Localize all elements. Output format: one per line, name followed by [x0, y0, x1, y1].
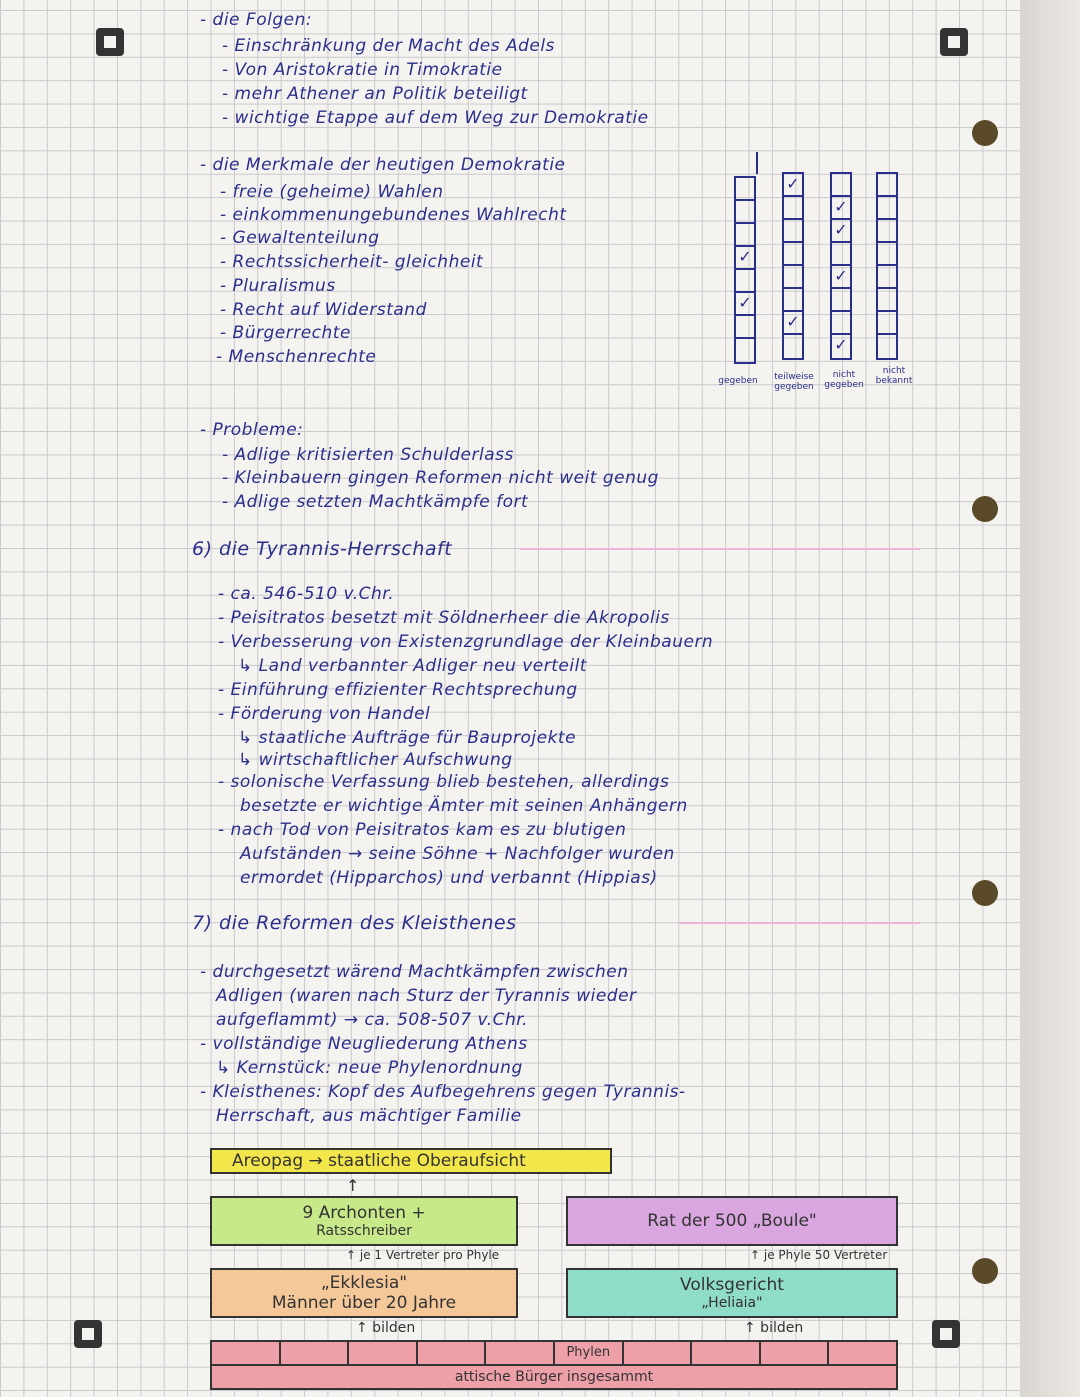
check-icon: ✓ [784, 312, 802, 335]
arrow-note: ↑ bilden [744, 1320, 804, 1336]
tyrannis-line: ermordet (Hipparchos) und verbannt (Hippias) [240, 868, 658, 888]
kleisthenes-line: ↳ Kernstück: neue Phylenordnung [216, 1058, 523, 1078]
checkbox-cell [832, 312, 850, 335]
phyle-cell [624, 1342, 693, 1364]
underline [520, 548, 920, 550]
merkmale-item: - Pluralismus [220, 276, 336, 296]
phylen-row [212, 1342, 896, 1366]
ekklesia-sublabel: Männer über 20 Jahre [271, 1293, 457, 1313]
checkbox-column [876, 172, 898, 360]
checkbox-cell [784, 335, 802, 358]
folgen-item: - wichtige Etappe auf dem Weg zur Demokratie [222, 108, 649, 128]
checkbox-cell [878, 266, 896, 289]
merkmale-item: - einkommenungebundenes Wahlrecht [220, 205, 567, 225]
tyrannis-line: - nach Tod von Peisitratos kam es zu blutigen [218, 820, 627, 840]
checkbox-column [830, 172, 852, 360]
checkbox-cell [832, 289, 850, 312]
tyrannis-line: - Verbesserung von Existenzgrundlage der Kleinbauern [218, 632, 714, 652]
kleisthenes-line: - vollständige Neugliederung Athens [200, 1034, 528, 1054]
underline [680, 922, 920, 924]
tyrannis-line: Aufständen → seine Söhne + Nachfolger wurden [240, 844, 675, 864]
check-icon: ✓ [832, 197, 850, 220]
merkmale-item: - Gewaltenteilung [220, 228, 380, 248]
arrow-up-icon: ↑ [346, 1176, 360, 1195]
section-title-kleisthenes: 7) die Reformen des Kleisthenes [192, 912, 517, 934]
corner-marker-icon [940, 28, 968, 56]
archonten-box [210, 1196, 518, 1246]
kleisthenes-line: - durchgesetzt wärend Machtkämpfen zwischen [200, 962, 629, 982]
phyle-cell [486, 1342, 555, 1364]
checkbox-cell [878, 220, 896, 243]
kleisthenes-line: Adligen (waren nach Sturz der Tyrannis wieder [216, 986, 637, 1006]
phyle-cell [281, 1342, 350, 1364]
tyrannis-line: ↳ Land verbannter Adliger neu verteilt [238, 656, 587, 676]
tyrannis-line: besetzte er wichtige Ämter mit seinen Anhängern [240, 796, 688, 816]
phyle-cell [761, 1342, 830, 1364]
corner-marker-icon [932, 1320, 960, 1348]
arrow-note: ↑ je Phyle 50 Vertreter [750, 1248, 888, 1262]
paper-edge [1020, 0, 1080, 1397]
check-icon: ✓ [736, 293, 754, 316]
corner-marker-icon [74, 1320, 102, 1348]
merkmale-item: - Menschenrechte [216, 347, 377, 367]
volksgericht-sublabel: „Heliaia" [701, 1295, 763, 1311]
phyle-cell [212, 1342, 281, 1364]
merkmale-item: - Rechtssicherheit- gleichheit [220, 252, 484, 272]
checkbox-cell [736, 224, 754, 247]
checkbox-column [782, 172, 804, 360]
corner-marker-icon [96, 28, 124, 56]
probleme-item: - Kleinbauern gingen Reformen nicht weit genug [222, 468, 659, 488]
buerger-box [210, 1340, 898, 1390]
checkbox-column [734, 176, 756, 364]
volksgericht-box [566, 1268, 898, 1318]
divider [756, 152, 758, 174]
buerger-label: attische Bürger insgesammt [454, 1369, 654, 1385]
probleme-item: - Adlige kritisierten Schulderlass [222, 445, 514, 465]
merkmale-title: - die Merkmale der heutigen Demokratie [200, 155, 566, 175]
check-icon: ✓ [834, 335, 848, 354]
phyle-cell [692, 1342, 761, 1364]
rat-box [566, 1196, 898, 1246]
merkmale-item: - Bürgerrechte [220, 323, 351, 343]
phyle-cell [349, 1342, 418, 1364]
check-icon: ✓ [784, 174, 802, 197]
rat-label: Rat der 500 „Boule" [647, 1211, 817, 1231]
tyrannis-line: ↳ staatliche Aufträge für Bauprojekte [238, 728, 577, 748]
checkbox-cell [878, 335, 896, 358]
folgen-title: - die Folgen: [200, 10, 313, 30]
punch-hole [972, 1258, 998, 1284]
check-icon: ✓ [832, 266, 850, 289]
column-label: gegeben [718, 376, 758, 386]
kleisthenes-line: - Kleisthenes: Kopf des Aufbegehrens gegen Tyrannis- [200, 1082, 686, 1102]
arrow-note: ↑ je 1 Vertreter pro Phyle [346, 1248, 500, 1262]
checkbox-cell [784, 197, 802, 220]
ekklesia-label: „Ekklesia" [320, 1273, 408, 1293]
checkbox-cell [878, 243, 896, 266]
check-icon: ✓ [736, 247, 754, 270]
checkbox-cell [784, 266, 802, 289]
merkmale-item: - freie (geheime) Wahlen [220, 182, 444, 202]
tyrannis-line: - Peisitratos besetzt mit Söldnerheer die Akropolis [218, 608, 670, 628]
kleisthenes-line: Herrschaft, aus mächtiger Familie [216, 1106, 522, 1126]
column-label: teilweise gegeben [774, 372, 814, 392]
folgen-item: - Einschränkung der Macht des Adels [222, 36, 555, 56]
volksgericht-label: Volksgericht [680, 1275, 784, 1295]
probleme-item: - Adlige setzten Machtkämpfe fort [222, 492, 529, 512]
phylen-label: Phylen [555, 1342, 624, 1364]
checkbox-cell [878, 197, 896, 220]
checkbox-cell [878, 312, 896, 335]
punch-hole [972, 496, 998, 522]
checkbox-cell [736, 270, 754, 293]
checkbox-cell [784, 220, 802, 243]
folgen-item: - mehr Athener an Politik beteiligt [222, 84, 528, 104]
checkbox-cell [736, 339, 754, 362]
phyle-cell [829, 1342, 896, 1364]
punch-hole [972, 880, 998, 906]
areopag-label: Areopag → staatliche Oberaufsicht [232, 1151, 526, 1171]
checkbox-cell [878, 289, 896, 312]
column-label: nicht bekannt [875, 366, 913, 386]
kleisthenes-line: aufgeflammt) → ca. 508-507 v.Chr. [216, 1010, 529, 1030]
tyrannis-line: - Einführung effizienter Rechtsprechung [218, 680, 578, 700]
checkbox-cell [784, 289, 802, 312]
checkbox-cell [784, 243, 802, 266]
section-title-tyrannis: 6) die Tyrannis-Herrschaft [192, 538, 453, 560]
column-label: nicht gegeben [824, 370, 864, 390]
arrow-note: ↑ bilden [356, 1320, 416, 1336]
checkbox-cell [736, 178, 754, 201]
merkmale-item: - Recht auf Widerstand [220, 300, 427, 320]
checkbox-cell [832, 243, 850, 266]
tyrannis-line: - Förderung von Handel [218, 704, 431, 724]
tyrannis-line: - solonische Verfassung blieb bestehen, allerdings [218, 772, 670, 792]
archonten-sublabel: Ratsschreiber [316, 1223, 412, 1239]
checkbox-cell [736, 316, 754, 339]
tyrannis-line: - ca. 546-510 v.Chr. [218, 584, 395, 604]
check-icon: ✓ [832, 220, 850, 243]
areopag-box [210, 1148, 612, 1174]
archonten-label: 9 Archonten + [302, 1203, 426, 1223]
checkbox-cell [832, 174, 850, 197]
punch-hole [972, 120, 998, 146]
checkbox-cell [878, 174, 896, 197]
probleme-title: - Probleme: [200, 420, 304, 440]
tyrannis-line: ↳ wirtschaftlicher Aufschwung [238, 750, 513, 770]
folgen-item: - Von Aristokratie in Timokratie [222, 60, 503, 80]
phyle-cell [418, 1342, 487, 1364]
ekklesia-box [210, 1268, 518, 1318]
checkbox-cell [736, 201, 754, 224]
